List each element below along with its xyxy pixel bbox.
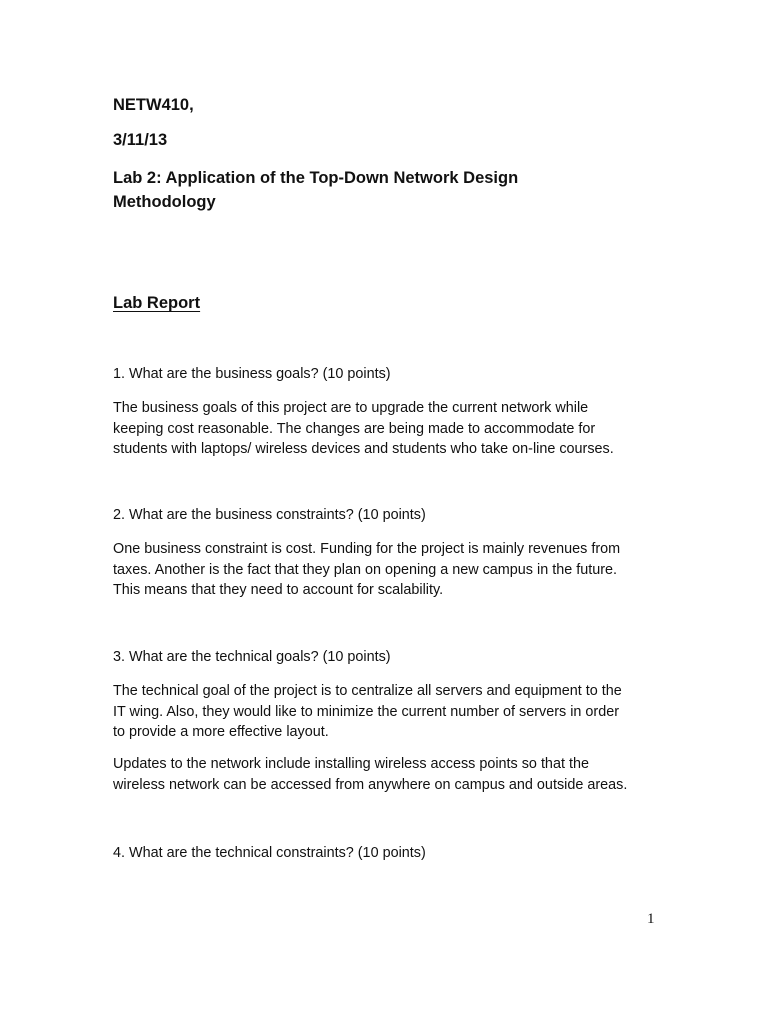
- answer-1-line-3: students with laptops/ wireless devices and students who take on-line courses.: [113, 441, 614, 457]
- answer-3-line-1: The technical goal of the project is to centralize all servers and equipment to the: [113, 683, 622, 699]
- document-title-line-2: Methodology: [113, 193, 216, 211]
- page-number: 1: [647, 911, 655, 927]
- answer-1-line-1: The business goals of this project are to upgrade the current network while: [113, 400, 589, 416]
- answer-3-line-3: to provide a more effective layout.: [113, 724, 329, 740]
- answer-2: [113, 539, 673, 601]
- section-title: Lab Report: [113, 294, 201, 312]
- answer-2-line-3: This means that they need to account for scalability.: [113, 582, 444, 598]
- question-3: 3. What are the technical goals? (10 points): [113, 649, 391, 665]
- answer-2-line-2: taxes. Another is the fact that they plan on opening a new campus in the future.: [113, 561, 617, 578]
- answer-1: [113, 398, 673, 460]
- document-date: 3/11/13: [113, 131, 168, 149]
- question-4: 4. What are the technical constraints? (10 points): [113, 845, 426, 861]
- answer-3-extra: [113, 754, 673, 795]
- answer-3-extra-line-1: Updates to the network include installing wireless access points so that the: [113, 756, 589, 772]
- answer-3: [113, 681, 673, 743]
- answer-2-line-1: One business constraint is cost. Funding for the project is mainly revenues from: [113, 541, 621, 557]
- document-title-line-1: Lab 2: Application of the Top-Down Network Design: [113, 169, 519, 187]
- answer-3-extra-line-2: wireless network can be accessed from anywhere on campus and outside areas.: [113, 776, 628, 793]
- question-1: 1. What are the business goals? (10 points): [113, 366, 391, 382]
- answer-1-line-2: keeping cost reasonable. The changes are being made to accommodate for: [113, 420, 596, 437]
- question-2: 2. What are the business constraints? (10 points): [113, 507, 426, 523]
- course-code: NETW410,: [113, 96, 194, 114]
- document-title: [113, 166, 518, 214]
- answer-3-line-2: IT wing. Also, they would like to minimize the current number of servers in order: [113, 703, 620, 720]
